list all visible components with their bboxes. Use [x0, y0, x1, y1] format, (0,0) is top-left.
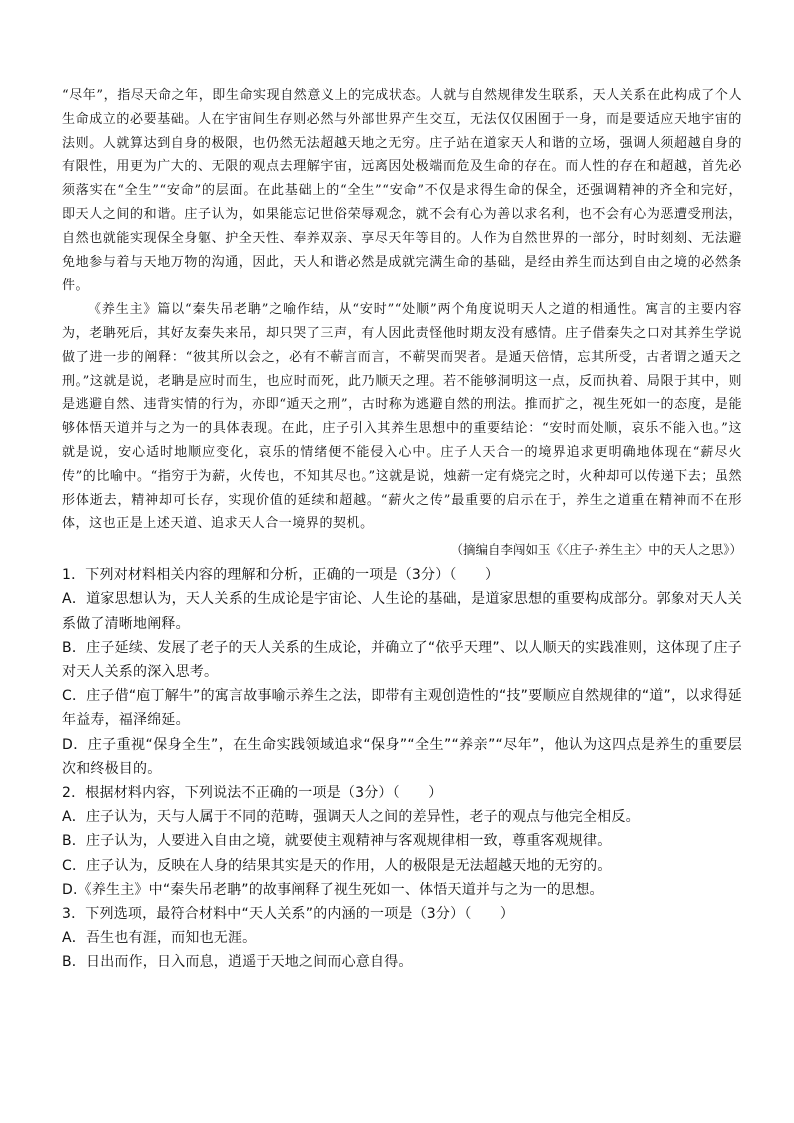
passage-paragraph-2: 《养生主》篇以“秦失吊老聃”之喻作结，从“安时”“处顺”两个角度说明天人之道的相通性。寓言的主要内容为，老聃死后，其好友秦失来吊，却只哭了三声，有人因此责怪他时期友没有感情。庄子借秦失之口对其养生学说做了进一步的阐释：“彼其所以会之，必有不蕲言而言，不蕲哭而哭者。是遁天倍情，忘其所受，古者谓之遁天之刑。”这就是说，老聃是应时而生，也应时而死，此乃顺天之理。若不能够洞明这一点，反而执着、局限于其中，则是逃避自然、违背实情的行为，亦即“遁天之刑”，古时称为逃避自然的刑法。推而扩之，视生死如一的态度，是能够体悟天道并与之为一的具体表现。在此，庄子引入其养生思想中的重要结论：“安时而处顺，哀乐不能入也。”这就是说，安心适时地顺应变化，哀乐的情绪便不能侵入心中。庄子人天合一的境界追求更明确地体现在“薪尽火传”的比喻中。“指穷于为薪，火传也，不知其尽也。”这就是说，烛薪一定有烧完之时，火种却可以传递下去；虽然形体逝去，精神却可长存，实现价值的延续和超越。“薪火之传”最重要的启示在于，养生之道重在精神而不在形体，这也正是上述天道、追求天人合一境界的契机。	[62, 302, 742, 532]
option-d[interactable]: D.《养生主》中“秦失吊老聃”的故事阐释了视生死如一、体悟天道并与之为一的思想。	[62, 881, 604, 898]
passage-source: （摘编自李闯如玉《〈庄子·养生主〉中的天人之思》）	[450, 542, 742, 558]
option-b[interactable]: B．庄子延续、发展了老子的天人关系的生成论，并确立了“依乎天理”、以人顺天的实践准则，这体现了庄子对天人关系的深入思考。	[62, 639, 742, 680]
question-list	[62, 563, 742, 974]
option-a[interactable]: A．道家思想认为，天人关系的生成论是宇宙论、人生论的基础，是道家思想的重要构成部分。郭象对天人关系做了清晰地阐释。	[62, 591, 742, 632]
question-1	[62, 563, 742, 781]
option-c[interactable]: C．庄子借“庖丁解牛”的寓言故事喻示养生之法，即带有主观创造性的“技”要顺应自然规律的“道”，以求得延年益寿，福泽绵延。	[62, 688, 742, 729]
option-b[interactable]: B．庄子认为，人要进入自由之境，就要使主观精神与客观规律相一致，尊重客观规律。	[62, 833, 612, 850]
document-page	[62, 84, 742, 975]
question-3	[62, 902, 742, 975]
option-a[interactable]: A．吾生也有涯，而知也无涯。	[62, 930, 257, 947]
option-c[interactable]: C．庄子认为，反映在人身的结果其实是天的作用，人的极限是无法超越天地的无穷的。	[62, 857, 612, 874]
question-stem: 2．根据材料内容，下列说法不正确的一项是（3分）（ ）	[62, 784, 443, 801]
passage-paragraph-1: “尽年”，指尽天命之年，即生命实现自然意义上的完成状态。人就与自然规律发生联系，天人关系在此构成了个人生命成立的必要基础。人在宇宙间生存则必然与外部世界产生交互，无法仅仅困囿于一身，而是要适应天地宇宙的法则。人就算达到自身的极限，也仍然无法超越天地之无穷。庄子站在道家天人和谐的立场，强调人须超越自身的有限性，用更为广大的、无限的观点去理解宇宙，远离因处极端而危及生命的存在。而人性的存在和超越，首先必须落实在“全生”“安命”的层面。在此基础上的“全生”“安命”不仅是求得生命的保全，还强调精神的齐全和完好，即天人之间的和谐。庄子认为，如果能忘记世俗荣辱观念，就不会有心为善以求名利，也不会有心为恶遭受刑法，自然也就能实现保全身躯、护全天性、奉养双亲、享尽天年等目的。人作为自然世界的一部分，时时刻刻、无法避免地参与着与天地万物的沟通，因此，天人和谐必然是成就完满生命的基础，是经由养生而达到自由之境的必然条件。	[62, 88, 742, 294]
question-2	[62, 781, 742, 902]
option-b[interactable]: B．日出而作，日入而息，逍遥于天地之间而心意自得。	[62, 954, 413, 971]
question-stem: 3．下列选项，最符合材料中“天人关系”的内涵的一项是（3分）（ ）	[62, 905, 515, 922]
option-d[interactable]: D．庄子重视“保身全生”，在生命实践领域追求“保身”“全生”“养亲”“尽年”，他认为这四点是养生的重要层次和终极目的。	[62, 736, 742, 777]
question-stem: 1．下列对材料相关内容的理解和分析，正确的一项是（3分）（ ）	[62, 567, 500, 584]
option-a[interactable]: A．庄子认为，天与人属于不同的范畴，强调天人之间的差异性，老子的观点与他完全相反。	[62, 809, 640, 826]
